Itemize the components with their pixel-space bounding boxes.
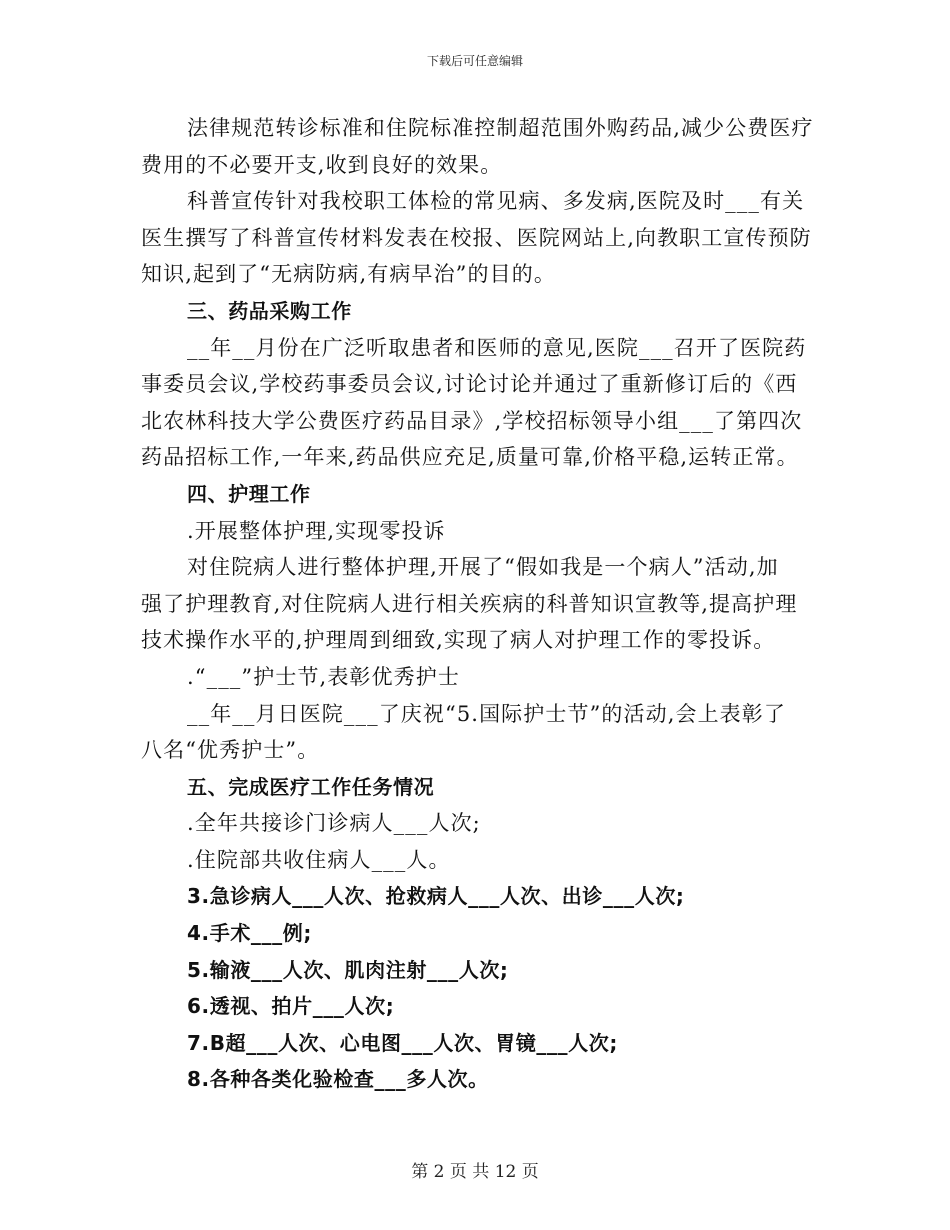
paragraph-line: 八名“优秀护士”。	[141, 738, 320, 763]
list-item: .全年共接诊门诊病人___人次;	[187, 811, 481, 836]
paragraph-line: 事委员会议,学校药事委员会议,讨论讨论并通过了重新修订后的《西	[141, 372, 798, 397]
list-item: 8.各种各类化验检查___多人次。	[187, 1067, 489, 1092]
paragraph-line: 法律规范转诊标准和住院标准控制超范围外购药品,减少公费医疗	[187, 116, 814, 140]
section-heading: 四、护理工作	[187, 481, 311, 506]
list-item: 5.输液___人次、肌肉注射___人次;	[187, 957, 509, 982]
subheading-line: .“___”护士节,表彰优秀护士	[187, 664, 460, 689]
paragraph-line: 科普宣传针对我校职工体检的常见病、多发病,医院及时___有关	[187, 189, 805, 214]
subheading-line: .开展整体护理,实现零投诉	[187, 518, 446, 543]
paragraph-line: 药品招标工作,一年来,药品供应充足,质量可靠,价格平稳,运转正常。	[141, 445, 799, 470]
paragraph-line: __年__月日医院___了庆祝“5.国际护士节”的活动,会上表彰了	[187, 701, 786, 726]
paragraph-line: 费用的不必要开支,收到良好的效果。	[141, 152, 503, 177]
list-item: 4.手术___例;	[187, 921, 312, 946]
list-item: 7.B超___人次、心电图___人次、胃镜___人次;	[187, 1030, 618, 1055]
page-footer: 第 2 页 共 12 页	[411, 1162, 539, 1182]
paragraph-line: 强了护理教育,对住院病人进行相关疾病的科普知识宣教等,提高护理	[141, 591, 798, 616]
paragraph-line: 北农林科技大学公费医疗药品目录》,学校招标领导小组___了第四次	[141, 408, 803, 433]
document-body	[141, 110, 814, 1098]
page-header: 下载后可任意编辑	[426, 54, 523, 68]
section-heading: 三、药品采购工作	[187, 298, 352, 323]
paragraph-line: __年__月份在广泛听取患者和医师的意见,医院___召开了医院药	[187, 335, 807, 360]
paragraph-line: 技术操作水平的,护理周到细致,实现了病人对护理工作的零投诉。	[141, 628, 776, 653]
paragraph-line: 知识,起到了“无病防病,有病早治”的目的。	[141, 262, 556, 287]
paragraph-line: 医生撰写了科普宣传材料发表在校报、医院网站上,向教职工宣传预防	[141, 225, 812, 250]
list-item: .住院部共收住病人___人。	[187, 847, 451, 872]
section-heading: 五、完成医疗工作任务情况	[187, 774, 435, 799]
list-item: 6.透视、拍片___人次;	[187, 994, 395, 1019]
paragraph-line: 对住院病人进行整体护理,开展了“假如我是一个病人”活动,加	[187, 555, 779, 580]
list-item: 3.急诊病人___人次、抢救病人___人次、出诊___人次;	[187, 884, 685, 909]
